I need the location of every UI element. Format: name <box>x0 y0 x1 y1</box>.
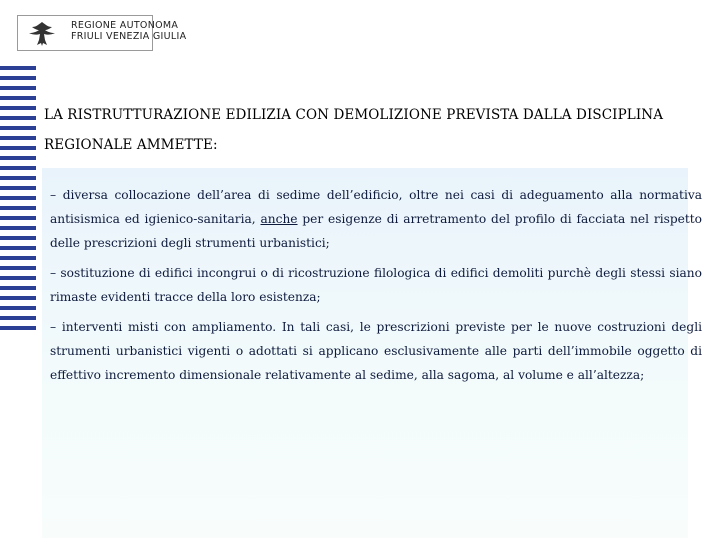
eagle-emblem-icon <box>22 19 62 49</box>
list-item-text: per esigenze di arretramento del profilo di facciata nel rispetto delle prescrizioni degli strumenti urbanistici; <box>50 212 702 250</box>
slide-content <box>50 183 702 393</box>
region-logo <box>17 15 187 51</box>
underlined-word: anche <box>260 212 298 226</box>
region-name-line1: REGIONE AUTONOMA <box>71 20 179 31</box>
region-name <box>71 20 186 42</box>
region-name-line2: FRIULI VENEZIA GIULIA <box>71 31 187 42</box>
decorative-stripes <box>0 66 36 334</box>
list-item <box>50 183 702 255</box>
list-item-text: – diversa collocazione dell’area di sedime dell’edificio, oltre nei casi di adeguamento alla normativa antisismica ed igienico-sanitaria, <box>50 188 702 226</box>
list-item: – interventi misti con ampliamento. In tali casi, le prescrizioni previste per le nuove costruzioni degli strumenti urbanistici vigenti o adottati si applicano esclusivamente alle parti dell’immobile oggetto di effettivo incremento dimensionale relativamente al sedime, alla sagoma, al volume e all’altezza; <box>50 320 702 382</box>
list-item: – sostituzione di edifici incongrui o di ricostruzione filologica di edifici demoliti purchè degli stessi siano rimaste evidenti tracce della loro esistenza; <box>50 266 702 304</box>
slide-title: LA RISTRUTTURAZIONE EDILIZIA CON DEMOLIZIONE PREVISTA DALLA DISCIPLINA REGIONALE AMMETTE: <box>44 107 664 153</box>
